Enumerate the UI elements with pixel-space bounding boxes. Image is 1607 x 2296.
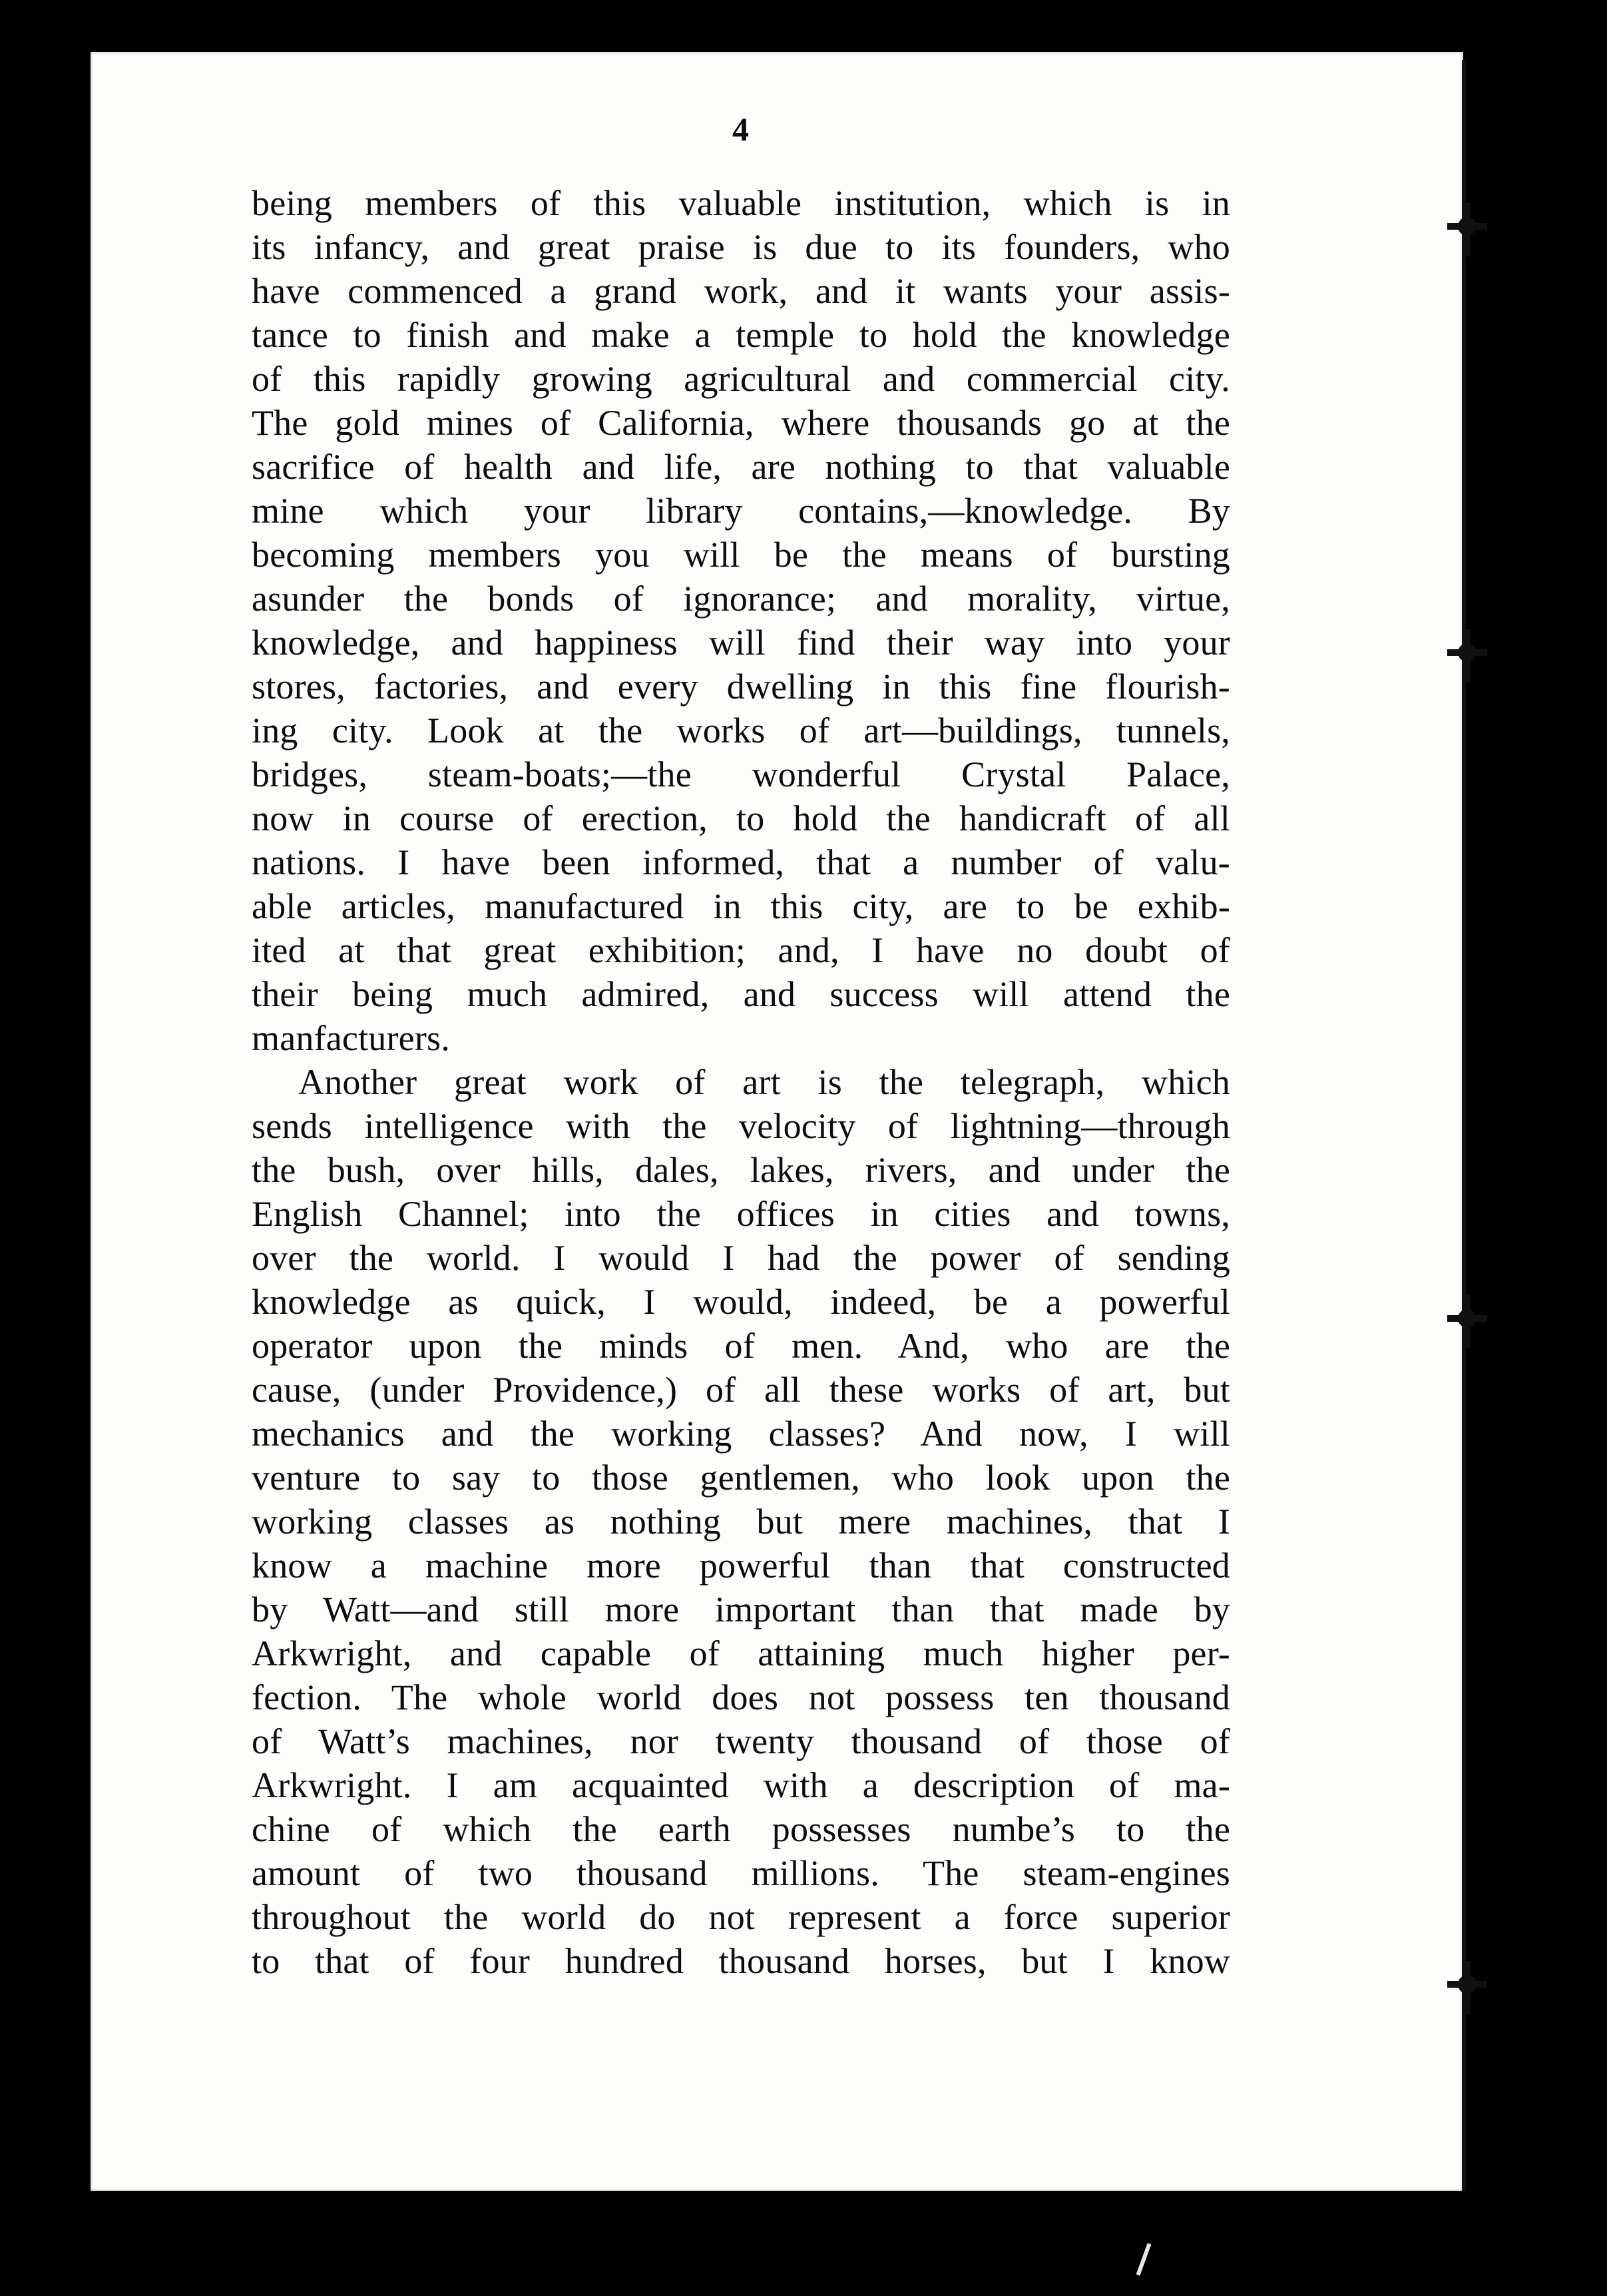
text-line: operator upon the minds of men. And, who are the — [252, 1326, 1230, 1366]
text-line: fection. The whole world does not possess ten thousand — [252, 1677, 1230, 1717]
text-line: the bush, over hills, dales, lakes, rivers, and under the — [252, 1150, 1230, 1190]
page-number: 4 — [732, 111, 749, 148]
text-line: able articles, manufactured in this city, are to be exhib- — [252, 886, 1230, 926]
text-line: bridges, steam-boats;—the wonderful Crystal Palace, — [252, 754, 1230, 794]
text-line: nations. I have been informed, that a number of valu- — [252, 842, 1230, 882]
text-line: ing city. Look at the works of art—buildings, tunnels, — [252, 711, 1230, 750]
text-line: becoming members you will be the means of bursting — [252, 535, 1230, 575]
text-line: to that of four hundred thousand horses, but I know — [252, 1941, 1230, 1981]
text-line: now in course of erection, to hold the handicraft of all — [252, 798, 1230, 838]
text-line: asunder the bonds of ignorance; and morality, virtue, — [252, 579, 1230, 619]
text-line: of Watt’s machines, nor twenty thousand of those of — [252, 1721, 1230, 1761]
text-line: Another great work of art is the telegraph, which — [298, 1062, 1230, 1102]
text-line: working classes as nothing but mere machines, that I — [252, 1502, 1230, 1542]
text-line: being members of this valuable institution, which is in — [252, 183, 1230, 223]
text-line: chine of which the earth possesses numbe’s to the — [252, 1809, 1230, 1849]
binding-stitch-icon — [1441, 1958, 1494, 2018]
text-line: knowledge, and happiness will find their way into your — [252, 623, 1230, 663]
binding-stitch-icon — [1441, 626, 1494, 686]
scan-mark — [1136, 2243, 1152, 2275]
binding-gutter — [1457, 60, 1483, 2191]
text-line: venture to say to those gentlemen, who look upon the — [252, 1458, 1230, 1498]
text-line: Arkwright. I am acquainted with a description of ma- — [252, 1765, 1230, 1805]
text-line: over the world. I would I had the power of sending — [252, 1238, 1230, 1278]
text-line: sends intelligence with the velocity of lightning—through — [252, 1106, 1230, 1146]
text-line: sacrifice of health and life, are nothing to that valuable — [252, 447, 1230, 487]
body-text — [252, 181, 1230, 1983]
text-line: their being much admired, and success will attend the — [252, 974, 1230, 1014]
text-line: its infancy, and great praise is due to its founders, who — [252, 227, 1230, 267]
text-line: mechanics and the working classes? And now, I will — [252, 1414, 1230, 1454]
text-line: manfacturers. — [252, 1018, 450, 1058]
text-line: know a machine more powerful than that constructed — [252, 1546, 1230, 1585]
text-line: mine which your library contains,—knowledge. By — [252, 491, 1230, 531]
binding-stitch-icon — [1441, 200, 1494, 260]
binding-line — [1462, 60, 1466, 2191]
text-line: stores, factories, and every dwelling in this fine flourish- — [252, 667, 1230, 707]
text-line: ited at that great exhibition; and, I have no doubt of — [252, 930, 1230, 970]
text-line: English Channel; into the offices in cities and towns, — [252, 1194, 1230, 1234]
text-line: knowledge as quick, I would, indeed, be a powerful — [252, 1282, 1230, 1322]
text-line: cause, (under Providence,) of all these works of art, but — [252, 1370, 1230, 1410]
text-line: have commenced a grand work, and it wants your assis- — [252, 271, 1230, 311]
text-line: throughout the world do not represent a force superior — [252, 1897, 1230, 1937]
text-line: The gold mines of California, where thousands go at the — [252, 403, 1230, 443]
binding-stitch-icon — [1441, 1292, 1494, 1352]
text-line: of this rapidly growing agricultural and commercial city. — [252, 359, 1230, 399]
text-line: amount of two thousand millions. The steam-engines — [252, 1853, 1230, 1893]
text-line: Arkwright, and capable of attaining much higher per- — [252, 1633, 1230, 1673]
text-line: by Watt—and still more important than that made by — [252, 1589, 1230, 1629]
text-line: tance to finish and make a temple to hold the knowledge — [252, 315, 1230, 355]
